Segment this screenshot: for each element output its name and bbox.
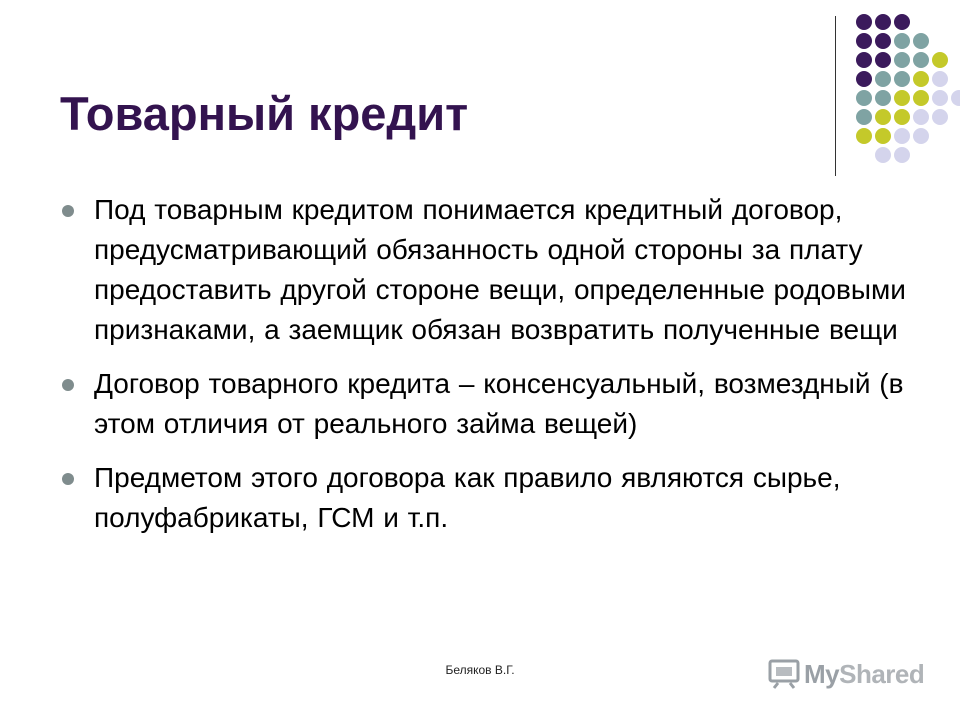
decorative-dot <box>913 33 929 49</box>
decorative-dot <box>894 147 910 163</box>
decorative-dot <box>894 109 910 125</box>
decorative-dot <box>932 109 948 125</box>
decorative-dot <box>875 71 891 87</box>
decorative-dot <box>894 128 910 144</box>
decorative-dot <box>856 90 872 106</box>
decorative-dot <box>913 52 929 68</box>
bullet-dot-icon <box>62 379 74 391</box>
decorative-dot <box>875 14 891 30</box>
decorative-dot <box>913 90 929 106</box>
decorative-dot <box>856 109 872 125</box>
decorative-dot <box>875 52 891 68</box>
bullet-dot-icon <box>62 473 74 485</box>
decorative-dot <box>875 109 891 125</box>
bullet-text: Под товарным кредитом понимается кредитный договор, предусматривающий обязанность одной стороны за плату предоставить другой стороне вещи, определенные родовыми признаками, а заемщик обязан возвратить полученные вещи <box>94 194 906 345</box>
bullet-item <box>60 458 920 538</box>
decorative-dot <box>894 14 910 30</box>
decorative-dot <box>913 128 929 144</box>
decorative-dot <box>894 33 910 49</box>
bullet-dot-icon <box>62 205 74 217</box>
decorative-dot <box>894 90 910 106</box>
decorative-dot <box>894 52 910 68</box>
decorative-dot <box>856 33 872 49</box>
decorative-dot <box>856 52 872 68</box>
slide-title: Товарный кредит <box>60 87 469 140</box>
bullet-item <box>60 190 920 350</box>
bullet-item <box>60 364 920 444</box>
decorative-dot <box>951 90 960 106</box>
decorative-dot <box>875 147 891 163</box>
bullet-text: Договор товарного кредита – консенсуальный, возмездный (в этом отличия от реального займа вещей) <box>94 368 904 439</box>
vertical-divider <box>835 16 836 176</box>
decorative-dot <box>875 90 891 106</box>
decorative-dot <box>875 128 891 144</box>
footer-author: Беляков В.Г. <box>445 663 515 677</box>
decorative-dot <box>932 90 948 106</box>
decorative-dot <box>932 52 948 68</box>
decorative-dot <box>856 14 872 30</box>
presentation-board-icon <box>768 659 800 689</box>
decorative-dot <box>913 71 929 87</box>
bullet-list <box>60 190 920 552</box>
bullet-text: Предметом этого договора как правило являются сырье, полуфабрикаты, ГСМ и т.п. <box>94 462 841 533</box>
decorative-dot <box>875 33 891 49</box>
decorative-dot <box>856 71 872 87</box>
decorative-dot <box>856 128 872 144</box>
decorative-dot <box>913 109 929 125</box>
decorative-dot <box>894 71 910 87</box>
myshared-logo[interactable] <box>768 656 924 692</box>
logo-text: MyShared <box>804 658 925 689</box>
decorative-dot <box>932 71 948 87</box>
